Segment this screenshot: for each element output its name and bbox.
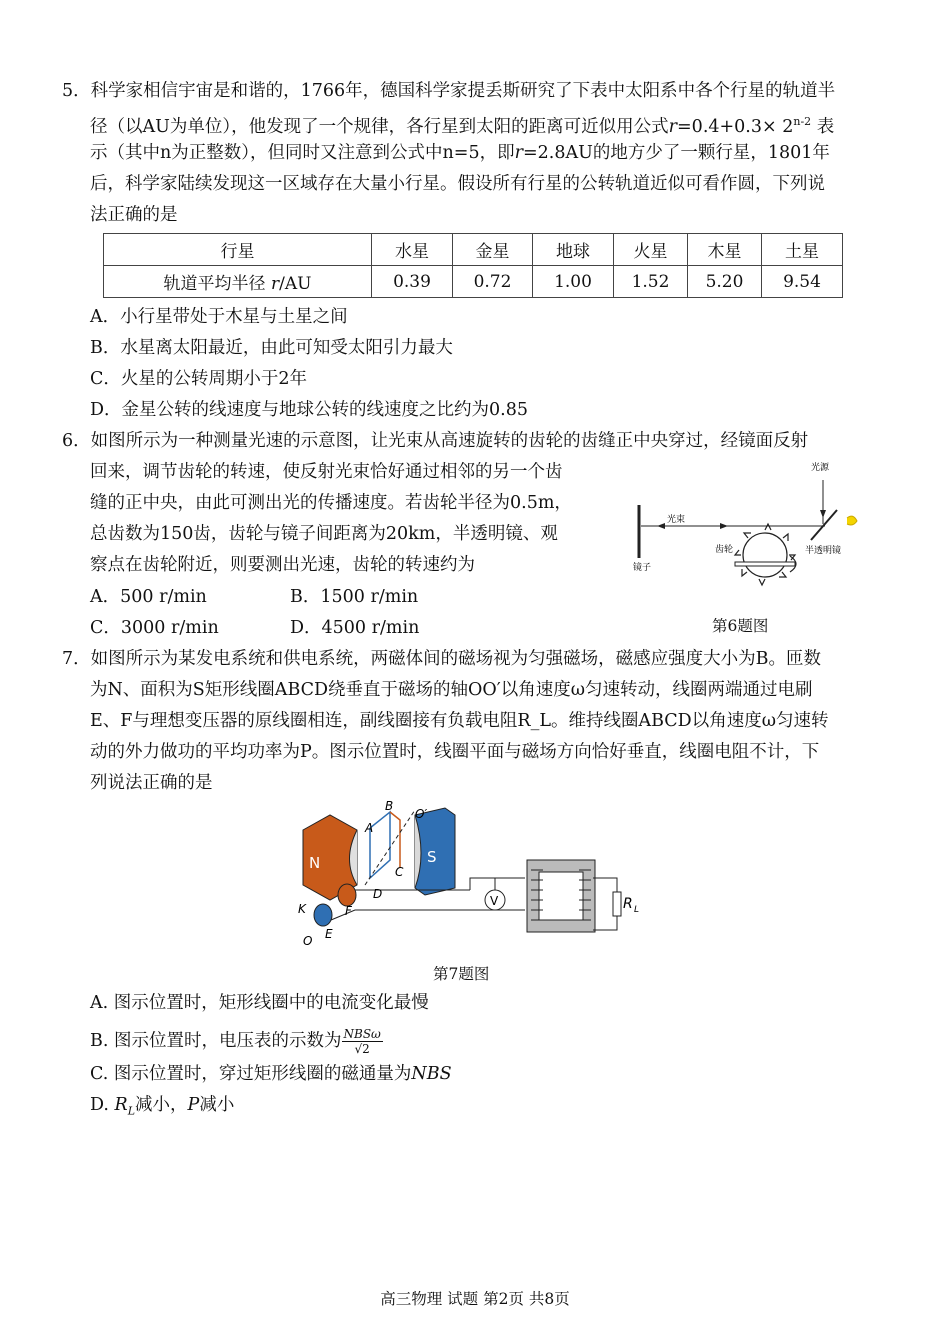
q7-line-3: E、F与理想变压器的原线圈相连，副线圈接有负载电阻R_L。维持线圈ABCD以角速度ω匀速转 xyxy=(90,711,829,731)
q5-line-4: 后，科学家陆续发现这一区域存在大量小行星。假设所有行星的公转轨道近似可看作圆，下列说 xyxy=(90,174,825,194)
q6-line-4: 总齿数为150齿，齿轮与镜子间距离为20km，半透明镜、观 xyxy=(90,524,558,544)
fraction-numerator: NBSω xyxy=(343,1027,381,1041)
q7-option-d-tail: 减小 xyxy=(199,1095,235,1115)
q5-option-d[interactable]: D．金星公转的线速度与地球公转的线速度之比约为0.85 xyxy=(90,400,528,420)
q7-option-d-mid: 减小， xyxy=(135,1095,188,1115)
label-s: S xyxy=(427,848,437,866)
label-k: K xyxy=(298,902,306,916)
q5-line-3-tail: =2.8AU的地方少了一颗行星，1801年 xyxy=(522,143,830,163)
beam-arrow-icon xyxy=(720,523,728,529)
label-source: 光源 xyxy=(811,463,830,473)
q5-formula-exp: n-2 xyxy=(793,115,812,128)
beam-arrow-icon xyxy=(657,523,665,529)
fraction-denominator: √2 xyxy=(354,1042,370,1056)
q7-option-c-var: NBS xyxy=(411,1064,452,1084)
gear-axle xyxy=(735,562,795,566)
label-half-mirror: 半透明镜 xyxy=(805,546,842,556)
q6-line-5: 察点在齿轮附近，则要测出光速，齿轮的转速约为 xyxy=(90,555,475,575)
wire-upper xyxy=(470,878,525,890)
q5-option-b[interactable]: B．水星离太阳最近，由此可知受太阳引力最大 xyxy=(90,338,453,358)
q7-option-d-p: P xyxy=(187,1095,200,1115)
label-v: V xyxy=(490,894,499,908)
q7-option-c-text: C. 图示位置时，穿过矩形线圈的磁通量为 xyxy=(90,1064,412,1084)
table-row-label xyxy=(104,266,372,298)
eye-icon xyxy=(847,516,857,525)
q5-line-3-text: 示（其中n为正整数），但同时又注意到公式中n=5，即 xyxy=(90,143,515,163)
q5-line-3-r: r xyxy=(514,143,523,163)
q6-line-2: 回来，调节齿轮的转速，使反射光束恰好通过相邻的另一个齿 xyxy=(90,462,563,482)
label-rl: R xyxy=(623,896,633,912)
q6-line-1: 6．如图所示为一种测量光速的示意图，让光束从高速旋转的齿轮的齿缝正中央穿过，经镜面反射 xyxy=(62,431,809,451)
table-cell: 5.20 xyxy=(688,266,762,298)
q7-figure xyxy=(295,800,655,950)
q5-option-c[interactable]: C．火星的公转周期小于2年 xyxy=(90,369,308,389)
label-d: D xyxy=(373,887,383,901)
q7-option-a[interactable]: A. 图示位置时，矩形线圈中的电流变化最慢 xyxy=(90,993,429,1013)
label-b: B xyxy=(385,800,394,813)
table-cell: 9.54 xyxy=(762,266,843,298)
row-label-unit: /AU xyxy=(279,274,312,294)
gear-icon xyxy=(735,524,795,585)
orbit-table-row xyxy=(104,266,843,298)
table-cell: 0.72 xyxy=(453,266,533,298)
wire-bottom xyxy=(331,910,525,920)
table-header-cell: 水星 xyxy=(372,234,453,266)
q5-formula-r: r xyxy=(668,116,678,137)
label-gear: 齿轮 xyxy=(715,545,734,555)
label-f: F xyxy=(345,904,352,918)
q5-line-2-text: 径（以AU为单位），他发现了一个规律，各行星到太阳的距离可近似用公式 xyxy=(90,116,669,137)
row-label-text: 轨道平均半径 xyxy=(163,274,271,294)
q7-option-b-text: B. 图示位置时，电压表的示数为 xyxy=(90,1031,342,1051)
label-mirror: 镜子 xyxy=(633,563,652,573)
q6-option-c[interactable]: C．3000 r/min xyxy=(90,618,219,638)
table-header-cell: 地球 xyxy=(533,234,614,266)
label-o: O xyxy=(303,934,313,948)
table-header-cell: 火星 xyxy=(614,234,688,266)
table-cell: 0.39 xyxy=(372,266,453,298)
q7-option-d[interactable] xyxy=(90,1094,234,1123)
q7-caption: 第7题图 xyxy=(433,965,490,983)
label-c: C xyxy=(395,865,404,879)
label-n: N xyxy=(309,854,321,872)
orbit-table xyxy=(103,233,843,298)
q5-line-2 xyxy=(90,111,834,138)
source-arrow-icon xyxy=(820,510,826,518)
q7-line-2: 为N、面积为S矩形线圈ABCD绕垂直于磁场的轴OO′以角速度ω匀速转动，线圈两端通过电刷 xyxy=(90,680,813,700)
label-beam: 光束 xyxy=(667,515,686,525)
resistor-rl xyxy=(613,892,621,916)
label-o-prime: O′ xyxy=(415,807,428,821)
orbit-table-header xyxy=(104,234,843,266)
table-header-cell: 木星 xyxy=(688,234,762,266)
q5-line-5: 法正确的是 xyxy=(90,205,178,225)
q7-option-b[interactable] xyxy=(90,1027,383,1056)
page-footer: 高三物理 试题 第2页 共8页 xyxy=(380,1290,570,1308)
q6-figure xyxy=(625,460,875,605)
q5-formula-body: =0.4+0.3× 2 xyxy=(677,116,794,137)
table-header-cell: 行星 xyxy=(104,234,372,266)
table-header-cell: 金星 xyxy=(453,234,533,266)
q7-option-d-sub: L xyxy=(127,1104,136,1118)
q6-line-3: 缝的正中央，由此可测出光的传播速度。若齿轮半径为0.5m， xyxy=(90,493,572,513)
q5-option-a[interactable]: A．小行星带处于木星与土星之间 xyxy=(90,307,348,327)
label-e: E xyxy=(325,927,333,941)
q7-option-d-var: R xyxy=(114,1095,128,1115)
label-a: A xyxy=(365,821,374,835)
transformer xyxy=(527,860,595,932)
label-rl-sub: L xyxy=(634,905,640,915)
row-label-var: r xyxy=(270,274,280,294)
q6-option-d[interactable]: D．4500 r/min xyxy=(290,618,420,638)
q6-caption: 第6题图 xyxy=(712,617,769,635)
q7-line-1: 7．如图所示为某发电系统和供电系统，两磁体间的磁场视为匀强磁场，磁感应强度大小为B。匝数 xyxy=(62,649,821,669)
q5-line-1: 5．科学家相信宇宙是和谐的，1766年，德国科学家提丢斯研究了下表中太阳系中各个行星的轨道半 xyxy=(62,81,836,101)
q7-option-b-fraction xyxy=(342,1027,383,1056)
table-header-cell: 土星 xyxy=(762,234,843,266)
q7-option-d-label: D. xyxy=(90,1095,115,1115)
slip-ring-e xyxy=(314,904,332,926)
q7-line-4: 动的外力做功的平均功率为P。图示位置时，线圈平面与磁场方向恰好垂直，线圈电阻不计，下 xyxy=(90,742,820,762)
q7-option-c[interactable] xyxy=(90,1063,452,1085)
q5-formula-tail: 表 xyxy=(816,116,835,137)
q7-line-5: 列说法正确的是 xyxy=(90,773,213,793)
table-cell: 1.52 xyxy=(614,266,688,298)
q5-line-3 xyxy=(90,142,830,164)
table-cell: 1.00 xyxy=(533,266,614,298)
q6-option-a[interactable]: A．500 r/min xyxy=(90,587,207,607)
slip-ring-f xyxy=(338,884,356,906)
q6-option-b[interactable]: B．1500 r/min xyxy=(290,587,419,607)
